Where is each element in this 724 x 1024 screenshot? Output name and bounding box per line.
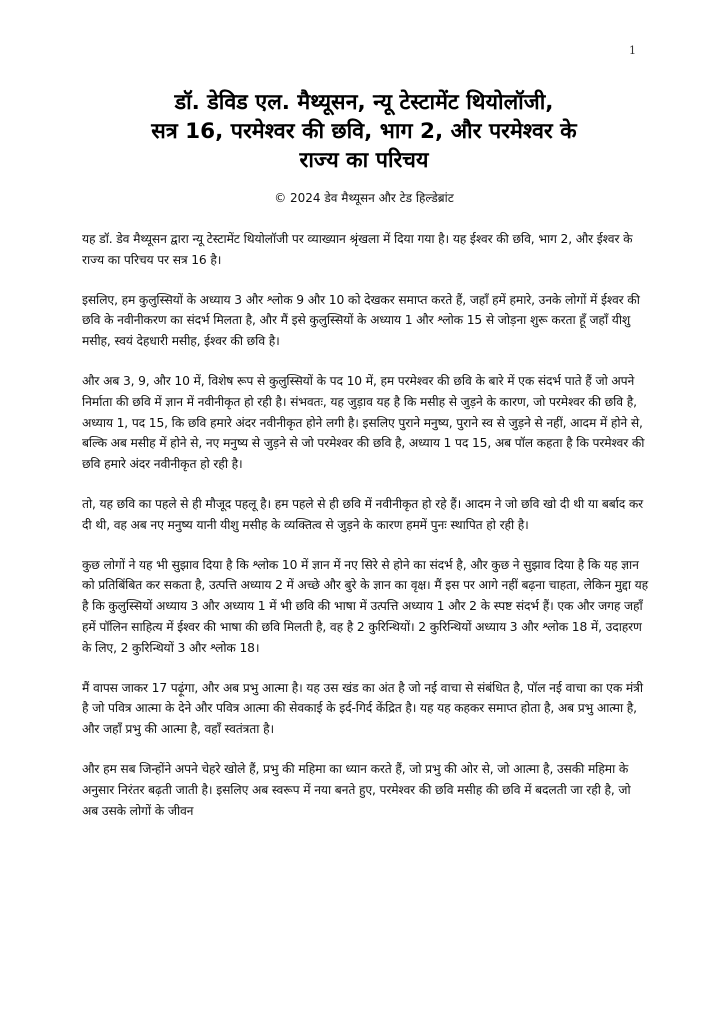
title-line-1: डॉ. डेविड एल. मैथ्यूसन, न्यू टेस्टामेंट थियोलॉजी, bbox=[174, 90, 554, 115]
title-line-2: सत्र 16, परमेश्वर की छवि, भाग 2, और परमेश्वर के bbox=[151, 119, 577, 144]
paragraph-5: कुछ लोगों ने यह भी सुझाव दिया है कि श्लोक 10 में ज्ञान में नए सिरे से होने का संदर्भ है, और कुछ ने सुझाव दिया है कि यह ज्ञान को प्रतिबिंबित कर सकता है, उत्पत्ति अध्याय 2 में अच्छे और बुरे के ज्ञान का वृक्ष। मैं इस पर आगे नहीं बढ़ना चाहता, लेकिन मुद्दा यह है कि कुलुस्सियों अध्याय 3 और अध्याय 1 में भी छवि की भाषा में उत्पत्ति अध्याय 1 और 2 के स्पष्ट संदर्भ हैं। एक और जगह जहाँ हमें पॉलिन साहित्य में ईश्वर की भाषा की छवि मिलती है, वह है 2 कुरिन्थियों। 2 कुरिन्थियों अध्याय 3 और श्लोक 18 में, उदाहरण के लिए, 2 कुरिन्थियों 3 और श्लोक 18। bbox=[82, 557, 648, 655]
paragraph-2: इसलिए, हम कुलुस्सियों के अध्याय 3 और श्लोक 9 और 10 को देखकर समाप्त करते हैं, जहाँ हमें हमारे, उनके लोगों में ईश्वर की छवि के नवीनीकरण का संदर्भ मिलता है, और मैं इसे कुलुस्सियों के अध्याय 1 और श्लोक 15 से जोड़ना शुरू करता हूँ जहाँ यीशु मसीह, स्वयं देहधारी मसीह, ईश्वर की छवि है। bbox=[82, 292, 640, 349]
paragraph-1: यह डॉ. डेव मैथ्यूसन द्वारा न्यू टेस्टामेंट थियोलॉजी पर व्याख्यान श्रृंखला में दिया गया है। यह ईश्वर की छवि, भाग 2, और ईश्वर के राज्य का परिचय पर सत्र 16 है। bbox=[82, 232, 633, 267]
copyright-line: © 2024 डेव मैथ्यूसन और टेड हिल्डेब्रांट bbox=[274, 191, 454, 205]
paragraph-6: मैं वापस जाकर 17 पढ़ूंगा, और अब प्रभु आत्मा है। यह उस खंड का अंत है जो नई वाचा से संबंधित है, पॉल नई वाचा का एक मंत्री है जो पवित्र आत्मा के देने और पवित्र आत्मा की सेवकाई के इर्द-गिर्द केंद्रित है। यह यह कहकर समाप्त होता है, अब प्रभु आत्मा है, और जहाँ प्रभु की आत्मा है, वहाँ स्वतंत्रता है। bbox=[82, 680, 643, 737]
paragraph-3: और अब 3, 9, और 10 में, विशेष रूप से कुलुस्सियों के पद 10 में, हम परमेश्वर की छवि के बारे में एक संदर्भ पाते हैं जो अपने निर्माता की छवि में ज्ञान में नवीनीकृत हो रही है। संभवतः, यह जुड़ाव यह है कि मसीह से जुड़ने के कारण, जो परमेश्वर की छवि है, अध्याय 1, पद 15, कि छवि हमारे अंदर नवीनीकृत होने लगी है। इसलिए पुराने मनुष्य, पुराने स्व से जुड़ने से नहीं, आदम में होने से, बल्कि अब मसीह में होने से, नए मनुष्य से जुड़ने से जो परमेश्वर की छवि है, अध्याय 1 पद 15, अब पॉल कहता है कि परमेश्वर की छवि हमारे अंदर नवीनीकृत हो रही है। bbox=[82, 373, 645, 472]
paragraph-4: तो, यह छवि का पहले से ही मौजूद पहलू है। हम पहले से ही छवि में नवीनीकृत हो रहे हैं। आदम ने जो छवि खो दी थी या बर्बाद कर दी थी, वह अब नए मनुष्य यानी यीशु मसीह के व्यक्तित्व से जुड़ने के कारण हममें पुनः स्थापित हो रही है। bbox=[82, 496, 644, 532]
body-text bbox=[82, 229, 648, 840]
page-number: 1 bbox=[629, 44, 636, 57]
document-title bbox=[78, 88, 650, 175]
title-line-3: राज्य का परिचय bbox=[299, 148, 429, 173]
paragraph-7: और हम सब जिन्होंने अपने चेहरे खोले हैं, प्रभु की महिमा का ध्यान करते हैं, जो प्रभु की ओर से, जो आत्मा है, उसकी महिमा के अनुसार निरंतर बढ़ती जाती है। इसलिए अब स्वरूप में नया बनते हुए, परमेश्वर की छवि मसीह की छवि में बदलती जा रही है, जो अब उसके लोगों के जीवन bbox=[82, 761, 631, 818]
